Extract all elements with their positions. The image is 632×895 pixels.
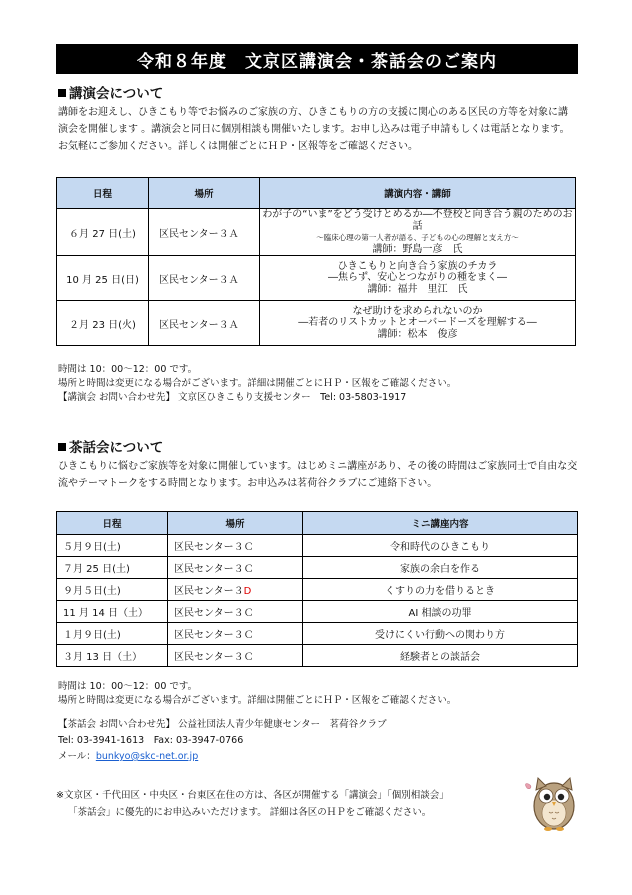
table-row: ９月５日(土) 区民センター３D くすりの力を借りるとき	[57, 579, 578, 601]
column-header: 日程	[57, 178, 149, 209]
square-bullet-icon	[58, 443, 66, 451]
salon-heading: 茶話会について	[58, 436, 163, 456]
column-header: 日程	[57, 512, 168, 535]
footer-note: ※文京区・千代田区・中央区・台東区在住の方は、各区が開催する「講演会」「個別相談会」 「茶話会」に優先的にお申込みいただけます。 詳細は各区のＨＰをご確認ください。	[56, 790, 449, 818]
table-row	[57, 209, 576, 256]
lecture-content: ひきこもりと向き合う家族のチカラ ―焦らず、安心とつながりの種をまく― 講師：福井 里江 氏	[260, 256, 576, 301]
table-row: ５月９日(土) 区民センター３Ｃ 令和時代のひきこもり	[57, 535, 578, 557]
salon-notes: 時間は 10：00～12：00 です。 場所と時間は変更になる場合がございます。詳細は開催ごとにＨＰ・区報をご確認ください。	[58, 681, 457, 706]
lecture-content: なぜ助けを求められないのか ―若者のリストカットとオーバードーズを理解する― 講師：松本 俊彦	[260, 301, 576, 346]
table-row: １月９日(土) 区民センター３Ｃ 受けにくい行動への関わり方	[57, 623, 578, 645]
table-header-row	[57, 178, 576, 209]
salon-table	[56, 511, 578, 667]
table-row	[57, 256, 576, 301]
column-header: ミニ講座内容	[303, 512, 578, 535]
table-row: ７月 25 日(土) 区民センター３Ｃ 家族の余白を作る	[57, 557, 578, 579]
lecture-date: ２月 23 日(火)	[57, 301, 149, 346]
lecture-date: ６月 27 日(土)	[57, 209, 149, 256]
lecture-heading: 講演会について	[58, 82, 163, 102]
lecture-notes: 時間は 10：00～12：00 です。 場所と時間は変更になる場合がございます。詳細は開催ごとにＨＰ・区報をご確認ください。 【講演会 お問い合わせ先】 文京区ひきこもり支援センター Tel: 03-5803-1917	[58, 364, 457, 403]
lecture-place: 区民センター３Ａ	[149, 209, 260, 256]
column-header: 場所	[168, 512, 303, 535]
lecture-table	[56, 177, 576, 346]
lecture-place: 区民センター３Ａ	[149, 301, 260, 346]
square-bullet-icon	[58, 89, 66, 97]
lecture-content: わが子の“いま”をどう受けとめるか―不登校と向き合う親のためのお話 ～臨床心理の第一人者が語る、子どもの心の理解と支え方～ 講師：野島一彦 氏	[260, 209, 576, 256]
lecture-date: 10 月 25 日(日)	[57, 256, 149, 301]
salon-contact: 【茶話会 お問い合わせ先】 公益社団法人青少年健康センター 茗荷谷クラブ Tel: 03-3941-1613 Fax: 03-3947-0766 メール：bunkyo@skc-net.or.jp	[58, 719, 387, 762]
column-header: 講演内容・講師	[260, 178, 576, 209]
table-row: 11 月 14 日（土） 区民センター３Ｃ AI 相談の功罪	[57, 601, 578, 623]
table-row	[57, 301, 576, 346]
owl-mascot-icon	[522, 768, 582, 832]
lecture-intro: 講師をお迎えし、ひきこもり等でお悩みのご家族の方、ひきこもりの方の支援に関心のある区民の方等を対象に講 演会を開催します 。講演会と同日に個別相談も開催いたします。お申し込みは電子申請もしくは電話となります。 お気軽にご参加ください。詳しくは開催ごとにＨＰ・区報等をご確認ください。	[58, 107, 570, 152]
table-row: ３月 13 日（土） 区民センター３Ｃ 経験者との談話会	[57, 645, 578, 667]
page-title: 令和８年度 文京区講演会・茶話会のご案内	[56, 44, 578, 74]
email-link[interactable]: bunkyo@skc-net.or.jp	[95, 751, 199, 762]
table-header-row	[57, 512, 578, 535]
room-suffix-red: D	[243, 586, 252, 597]
salon-intro: ひきこもりに悩むご家族等を対象に開催しています。はじめミニ講座があり、その後の時間はご家族同士で自由な交 流やテーマトークをする時間となります。お申込みは茗荷谷クラブにご連絡下さい。	[58, 461, 578, 489]
column-header: 場所	[149, 178, 260, 209]
lecture-place: 区民センター３Ａ	[149, 256, 260, 301]
